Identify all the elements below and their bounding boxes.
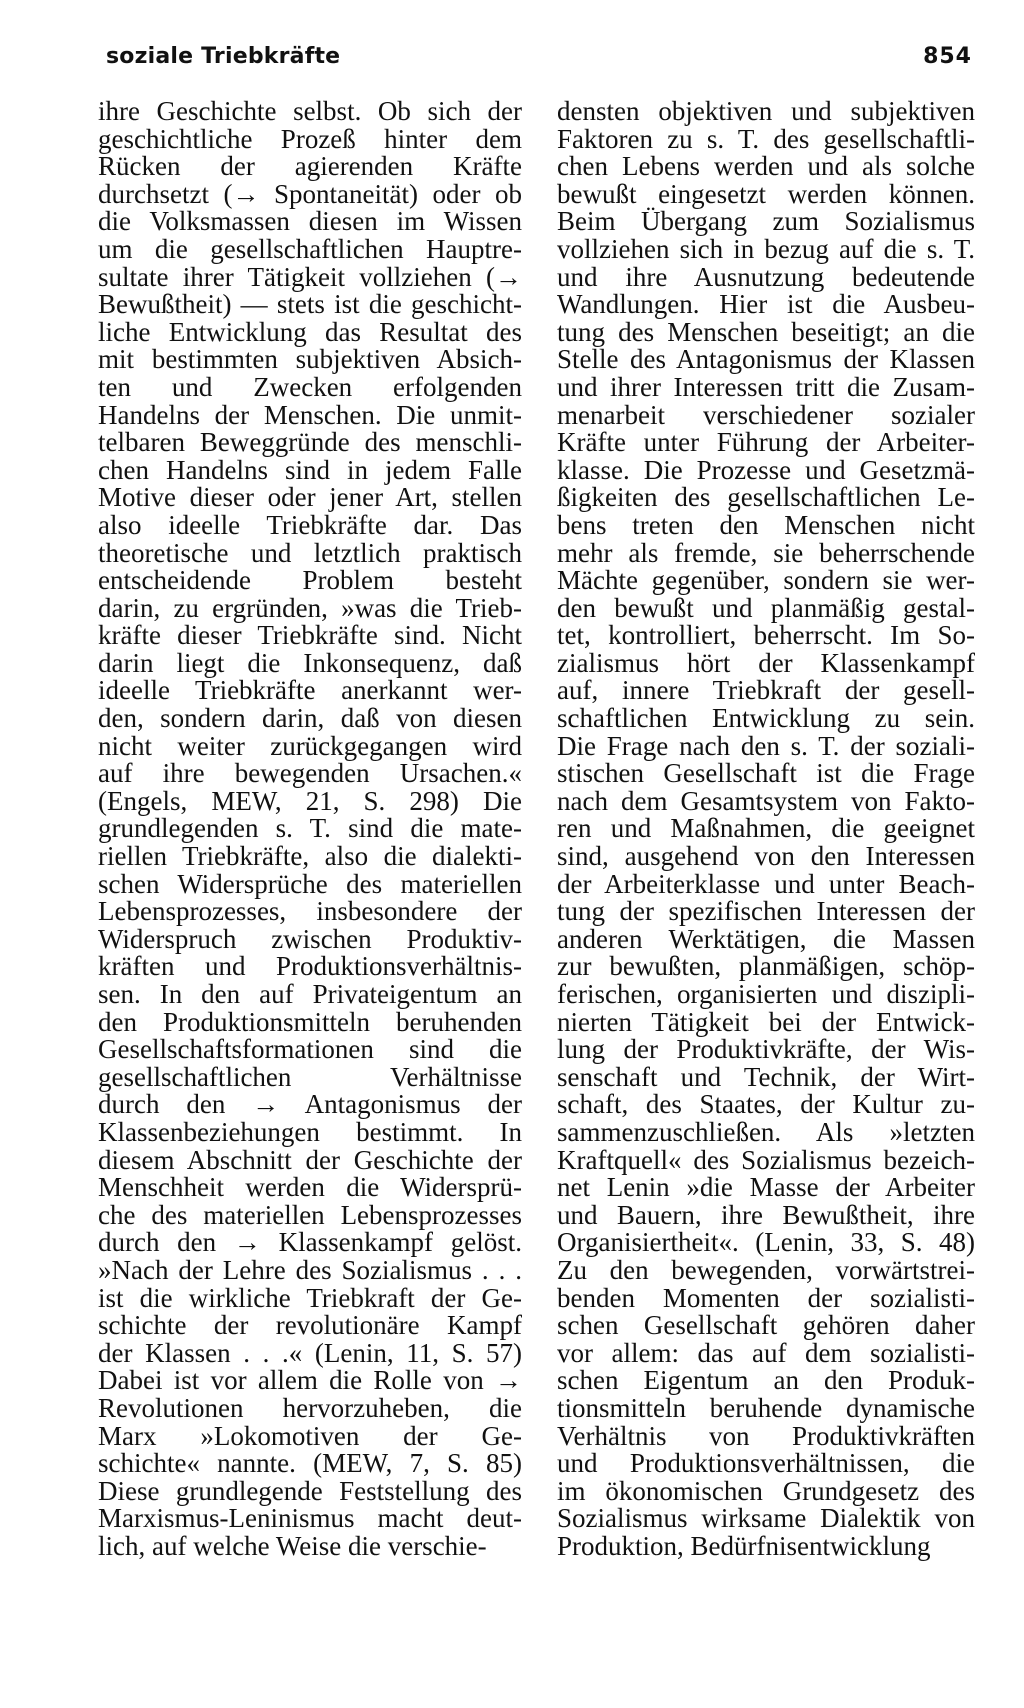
right-column-line: menarbeit verschiedener sozialer (557, 399, 975, 430)
right-column-line: Faktoren zu s. T. des gesellschaftli- (557, 123, 975, 154)
left-column-line: nicht weiter zurückgegangen wird (98, 730, 522, 761)
left-column-line: Rücken der agierenden Kräfte (98, 151, 522, 182)
right-column-line: tionsmitteln beruhende dynamische (557, 1392, 975, 1423)
right-column-line: bens treten den Menschen nicht (557, 509, 975, 540)
right-column-line: chen Lebens werden und als solche (557, 151, 975, 182)
right-column-line: senschaft und Technik, der Wirt- (557, 1061, 975, 1092)
right-column-line: schaftlichen Entwicklung zu sein. (557, 703, 975, 734)
left-column-line: Lebensprozesses, insbesondere der (98, 896, 522, 927)
left-column-line: Bewußtheit) — stets ist die geschicht- (98, 289, 522, 320)
left-column-line: den Produktionsmitteln beruhenden (98, 1006, 522, 1037)
left-column-line: den, sondern darin, daß von diesen (98, 703, 522, 734)
right-column-line: benden Momenten der sozialisti- (557, 1282, 975, 1313)
left-column-line: theoretische und letztlich praktisch (98, 537, 522, 568)
left-column-line: mit bestimmten subjektiven Absich- (98, 344, 522, 375)
right-column-line: Kräfte unter Führung der Arbeiter- (557, 427, 975, 458)
left-column-line: che des materiellen Lebensprozesses (98, 1199, 522, 1230)
right-column-line: schen Gesellschaft gehören daher (557, 1310, 975, 1341)
right-column-line: Verhältnis von Produktivkräften (557, 1420, 975, 1451)
left-column-line: diesem Abschnitt der Geschichte der (98, 1144, 522, 1175)
left-column-line: darin, zu ergründen, »was die Trieb- (98, 592, 522, 623)
right-column-line: zialismus hört der Klassenkampf (557, 647, 975, 678)
right-column-line: nach dem Gesamtsystem von Fakto- (557, 785, 975, 816)
right-column-line: klasse. Die Prozesse und Gesetzmä- (557, 454, 975, 485)
right-column-line: Mächte gegenüber, sondern sie wer- (557, 565, 975, 596)
right-column-line: ßigkeiten des gesellschaftlichen Le- (557, 482, 975, 513)
left-column-line: kräfte dieser Triebkräfte sind. Nicht (98, 620, 522, 651)
left-column-line: Menschheit werden die Widersprü- (98, 1172, 522, 1203)
left-column-line: Marx »Lokomotiven der Ge- (98, 1420, 522, 1451)
right-column-line: tet, kontrolliert, beherrscht. Im So- (557, 620, 975, 651)
left-column-line: durch den → Antagonismus der (98, 1089, 522, 1120)
right-column-line: tung des Menschen beseitigt; an die (557, 316, 975, 347)
left-column-line: Dabei ist vor allem die Rolle von → (98, 1365, 522, 1396)
left-column-line: liche Entwicklung das Resultat des (98, 316, 522, 347)
right-column-line: densten objektiven und subjektiven (557, 96, 975, 126)
right-column-line: Sozialismus wirksame Dialektik von (557, 1503, 975, 1534)
left-column-line: Revolutionen hervorzuheben, die (98, 1392, 522, 1423)
right-column-line: Produktion, Bedürfnisentwicklung (557, 1530, 931, 1561)
left-column-line: schichte« nannte. (MEW, 7, S. 85) (98, 1448, 522, 1479)
left-column-line: ist die wirkliche Triebkraft der Ge- (98, 1282, 522, 1313)
right-column-line: und ihrer Interessen tritt die Zusam- (557, 371, 975, 402)
right-column-line: im ökonomischen Grundgesetz des (557, 1475, 975, 1506)
right-column-line: vor allem: das auf dem sozialisti- (557, 1337, 975, 1368)
left-column-line: entscheidende Problem besteht (98, 565, 522, 596)
page-number: 854 (923, 44, 972, 69)
right-column-line: den bewußt und planmäßig gestal- (557, 592, 975, 623)
left-column-line: ihre Geschichte selbst. Ob sich der (98, 96, 522, 126)
right-column-line: schen Eigentum an den Produk- (557, 1365, 975, 1396)
right-column-line: anderen Werktätigen, die Massen (557, 923, 975, 954)
left-column-line: ten und Zwecken erfolgenden (98, 371, 522, 402)
left-column-line: durch den → Klassenkampf gelöst. (98, 1227, 522, 1258)
right-column-line: bewußt eingesetzt werden können. (557, 178, 975, 209)
right-column-line: ren und Maßnahmen, die geeignet (557, 813, 975, 844)
left-column-line: die Volksmassen diesen im Wissen (98, 206, 522, 237)
right-column-line: vollziehen sich in bezug auf die s. T. (557, 233, 975, 264)
right-column-line: schaft, des Staates, der Kultur zu- (557, 1089, 975, 1120)
left-column-line: Diese grundlegende Feststellung des (98, 1475, 522, 1506)
right-column-line: nierten Tätigkeit bei der Entwick- (557, 1006, 975, 1037)
right-column-line: Zu den bewegenden, vorwärtstrei- (557, 1254, 975, 1285)
right-column-line: lung der Produktivkräfte, der Wis- (557, 1034, 975, 1065)
left-column-line: Klassenbeziehungen bestimmt. In (98, 1116, 522, 1147)
right-column-line: und ihre Ausnutzung bedeutende (557, 261, 975, 292)
left-column-line: geschichtliche Prozeß hinter dem (98, 123, 522, 154)
right-column-line: mehr als fremde, sie beherrschende (557, 537, 975, 568)
running-head (106, 44, 972, 84)
left-column-line: also ideelle Triebkräfte dar. Das (98, 509, 522, 540)
right-column-line: auf, innere Triebkraft der gesell- (557, 675, 975, 706)
left-column-line: riellen Triebkräfte, also die dialekti- (98, 841, 522, 872)
right-column-line: sammenzuschließen. Als »letzten (557, 1116, 975, 1147)
left-column-line: ideelle Triebkräfte anerkannt wer- (98, 675, 522, 706)
right-column-line: Kraftquell« des Sozialismus bezeich- (557, 1144, 975, 1175)
left-column-line: Gesellschaftsformationen sind die (98, 1034, 522, 1065)
left-column-line: grundlegenden s. T. sind die mate- (98, 813, 522, 844)
right-column-line: der Arbeiterklasse und unter Beach- (557, 868, 975, 899)
left-text-column (98, 98, 522, 1560)
right-column-line: Die Frage nach den s. T. der soziali- (557, 730, 975, 761)
left-column-line: schichte der revolutionäre Kampf (98, 1310, 522, 1341)
left-column-line: Motive dieser oder jener Art, stellen (98, 482, 522, 513)
left-column-line: telbaren Beweggründe des menschli- (98, 427, 522, 458)
right-column-line: ferischen, organisierten und diszipli- (557, 979, 975, 1009)
running-title: soziale Triebkräfte (106, 44, 341, 69)
left-column-line: Handelns der Menschen. Die unmit- (98, 399, 522, 430)
right-column-line: und Produktionsverhältnissen, die (557, 1448, 975, 1479)
left-column-line: durchsetzt (→ Spontaneität) oder ob (98, 178, 522, 209)
left-column-line: der Klassen . . .« (Lenin, 11, S. 57) (98, 1337, 522, 1368)
left-column-line: darin liegt die Inkonsequenz, daß (98, 647, 522, 678)
left-column-line: sen. In den auf Privateigentum an (98, 979, 522, 1009)
left-column-line: schen Widersprüche des materiellen (98, 868, 522, 899)
left-column-line: kräften und Produktionsverhältnis- (98, 951, 522, 982)
left-column-line: lich, auf welche Weise die verschie- (98, 1530, 487, 1561)
right-column-line: Stelle des Antagonismus der Klassen (557, 344, 975, 375)
right-column-line: Beim Übergang zum Sozialismus (557, 206, 975, 237)
right-column-line: stischen Gesellschaft ist die Frage (557, 758, 975, 789)
right-column-line: und Bauern, ihre Bewußtheit, ihre (557, 1199, 975, 1230)
left-column-line: chen Handelns sind in jedem Falle (98, 454, 522, 485)
right-text-column (557, 98, 975, 1560)
right-column-line: Wandlungen. Hier ist die Ausbeu- (557, 289, 975, 320)
right-column-line: Organisiertheit«. (Lenin, 33, S. 48) (557, 1227, 975, 1258)
right-column-line: net Lenin »die Masse der Arbeiter (557, 1172, 975, 1203)
right-column-line: sind, ausgehend von den Interessen (557, 841, 975, 872)
left-column-line: gesellschaftlichen Verhältnisse (98, 1061, 522, 1092)
right-column-line: tung der spezifischen Interessen der (557, 896, 975, 927)
left-column-line: Widerspruch zwischen Produktiv- (98, 923, 522, 954)
left-column-line: Marxismus-Leninismus macht deut- (98, 1503, 522, 1534)
left-column-line: auf ihre bewegenden Ursachen.« (98, 758, 522, 789)
left-column-line: (Engels, MEW, 21, S. 298) Die (98, 785, 522, 816)
left-column-line: um die gesellschaftlichen Hauptre- (98, 233, 522, 264)
right-column-line: zur bewußten, planmäßigen, schöp- (557, 951, 975, 982)
left-column-line: »Nach der Lehre des Sozialismus . . . (98, 1254, 522, 1285)
left-column-line: sultate ihrer Tätigkeit vollziehen (→ (98, 261, 522, 292)
